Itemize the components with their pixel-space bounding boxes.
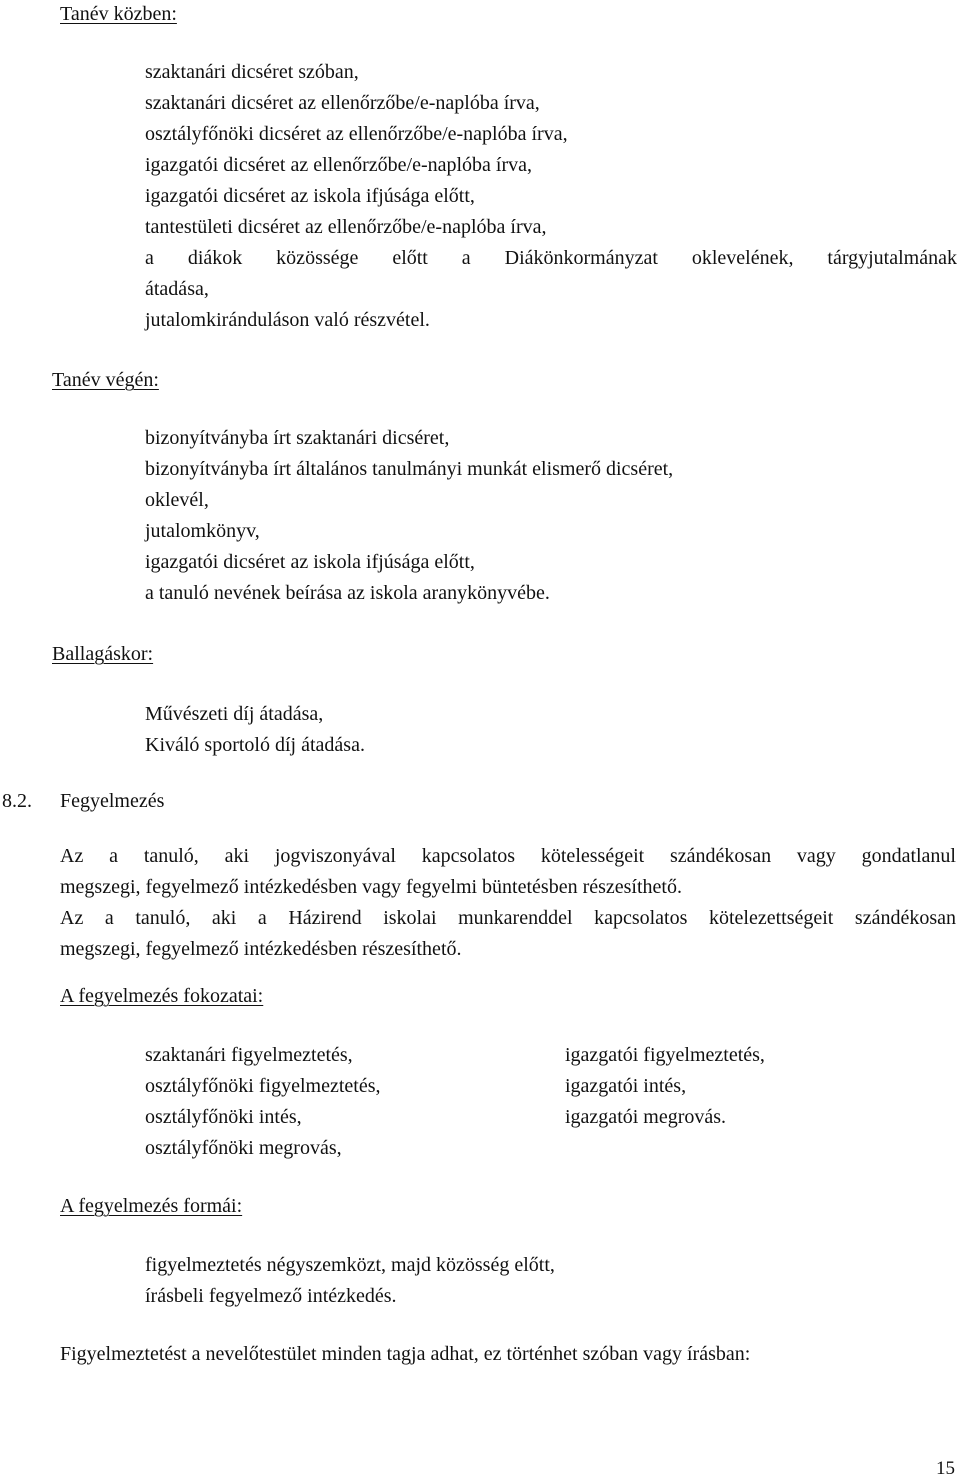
list-item: a diákok közössége előtt a Diákönkormányzat oklevelének, tárgyjutalmának [145,247,957,269]
heading-tanev-vegen: Tanév végén: [52,369,159,391]
list-tanev-kozben [145,57,957,336]
paragraph-line: megszegi, fegyelmező intézkedésben vagy fegyelmi büntetésben részesíthető. [60,876,682,898]
heading-fokozatai: A fegyelmezés fokozatai: [60,985,264,1007]
list-item: szaktanári dicséret szóban, [145,61,359,83]
list-fokozatai-left [145,1040,380,1164]
list-item: szaktanári dicséret az ellenőrzőbe/e-naplóba írva, [145,92,540,114]
list-tanev-vegen [145,423,673,609]
list-item: átadása, [145,278,209,300]
list-item: oklevél, [145,489,209,511]
section-title: Fegyelmezés [60,790,165,812]
list-item: bizonyítványba írt általános tanulmányi munkát elismerő dicséret, [145,458,674,480]
heading-tanev-kozben: Tanév közben: [60,3,177,25]
list-formai [145,1250,555,1312]
list-item: igazgatói dicséret az ellenőrzőbe/e-naplóba írva, [145,154,533,176]
list-item: igazgatói megrovás. [565,1106,727,1128]
list-item: jutalomkiránduláson való részvétel. [145,309,430,331]
list-item: a tanuló nevének beírása az iskola aranykönyvébe. [145,582,550,604]
list-item: szaktanári figyelmeztetés, [145,1044,353,1066]
list-item: igazgatói dicséret az iskola ifjúsága előtt, [145,551,475,573]
list-item: tantestületi dicséret az ellenőrzőbe/e-naplóba írva, [145,216,547,238]
list-item: osztályfőnöki intés, [145,1106,302,1128]
list-item: figyelmeztetés négyszemközt, majd közösség előtt, [145,1254,555,1276]
closing-line: Figyelmeztetést a nevelőtestület minden tagja adhat, ez történhet szóban vagy írásban: [60,1343,751,1365]
paragraph-line: Az a tanuló, aki jogviszonyával kapcsolatos kötelességeit szándékosan vagy gondatlanul [60,845,956,867]
list-item: jutalomkönyv, [145,520,260,542]
list-item: igazgatói intés, [565,1075,687,1097]
list-item: osztályfőnöki dicséret az ellenőrzőbe/e-naplóba írva, [145,123,568,145]
list-item: osztályfőnöki megrovás, [145,1137,342,1159]
list-item: Kiváló sportoló díj átadása. [145,734,365,756]
paragraph-line: Az a tanuló, aki a Házirend iskolai munkarenddel kapcsolatos kötelezettségeit szándékosan [60,907,956,929]
heading-formai: A fegyelmezés formái: [60,1195,243,1217]
fegyelmezes-paragraph [60,841,956,965]
page-number: 15 [936,1458,955,1479]
list-item: igazgatói dicséret az iskola ifjúsága előtt, [145,185,475,207]
list-item: bizonyítványba írt szaktanári dicséret, [145,427,450,449]
list-item: osztályfőnöki figyelmeztetés, [145,1075,381,1097]
section-number: 8.2. [2,790,32,812]
list-item: igazgatói figyelmeztetés, [565,1044,765,1066]
list-item: Művészeti díj átadása, [145,703,324,725]
list-ballagaskor [145,699,365,761]
heading-ballagaskor: Ballagáskor: [52,643,154,665]
paragraph-line: megszegi, fegyelmező intézkedésben részesíthető. [60,938,462,960]
list-fokozatai-right [565,1040,765,1133]
list-item: írásbeli fegyelmező intézkedés. [145,1285,397,1307]
